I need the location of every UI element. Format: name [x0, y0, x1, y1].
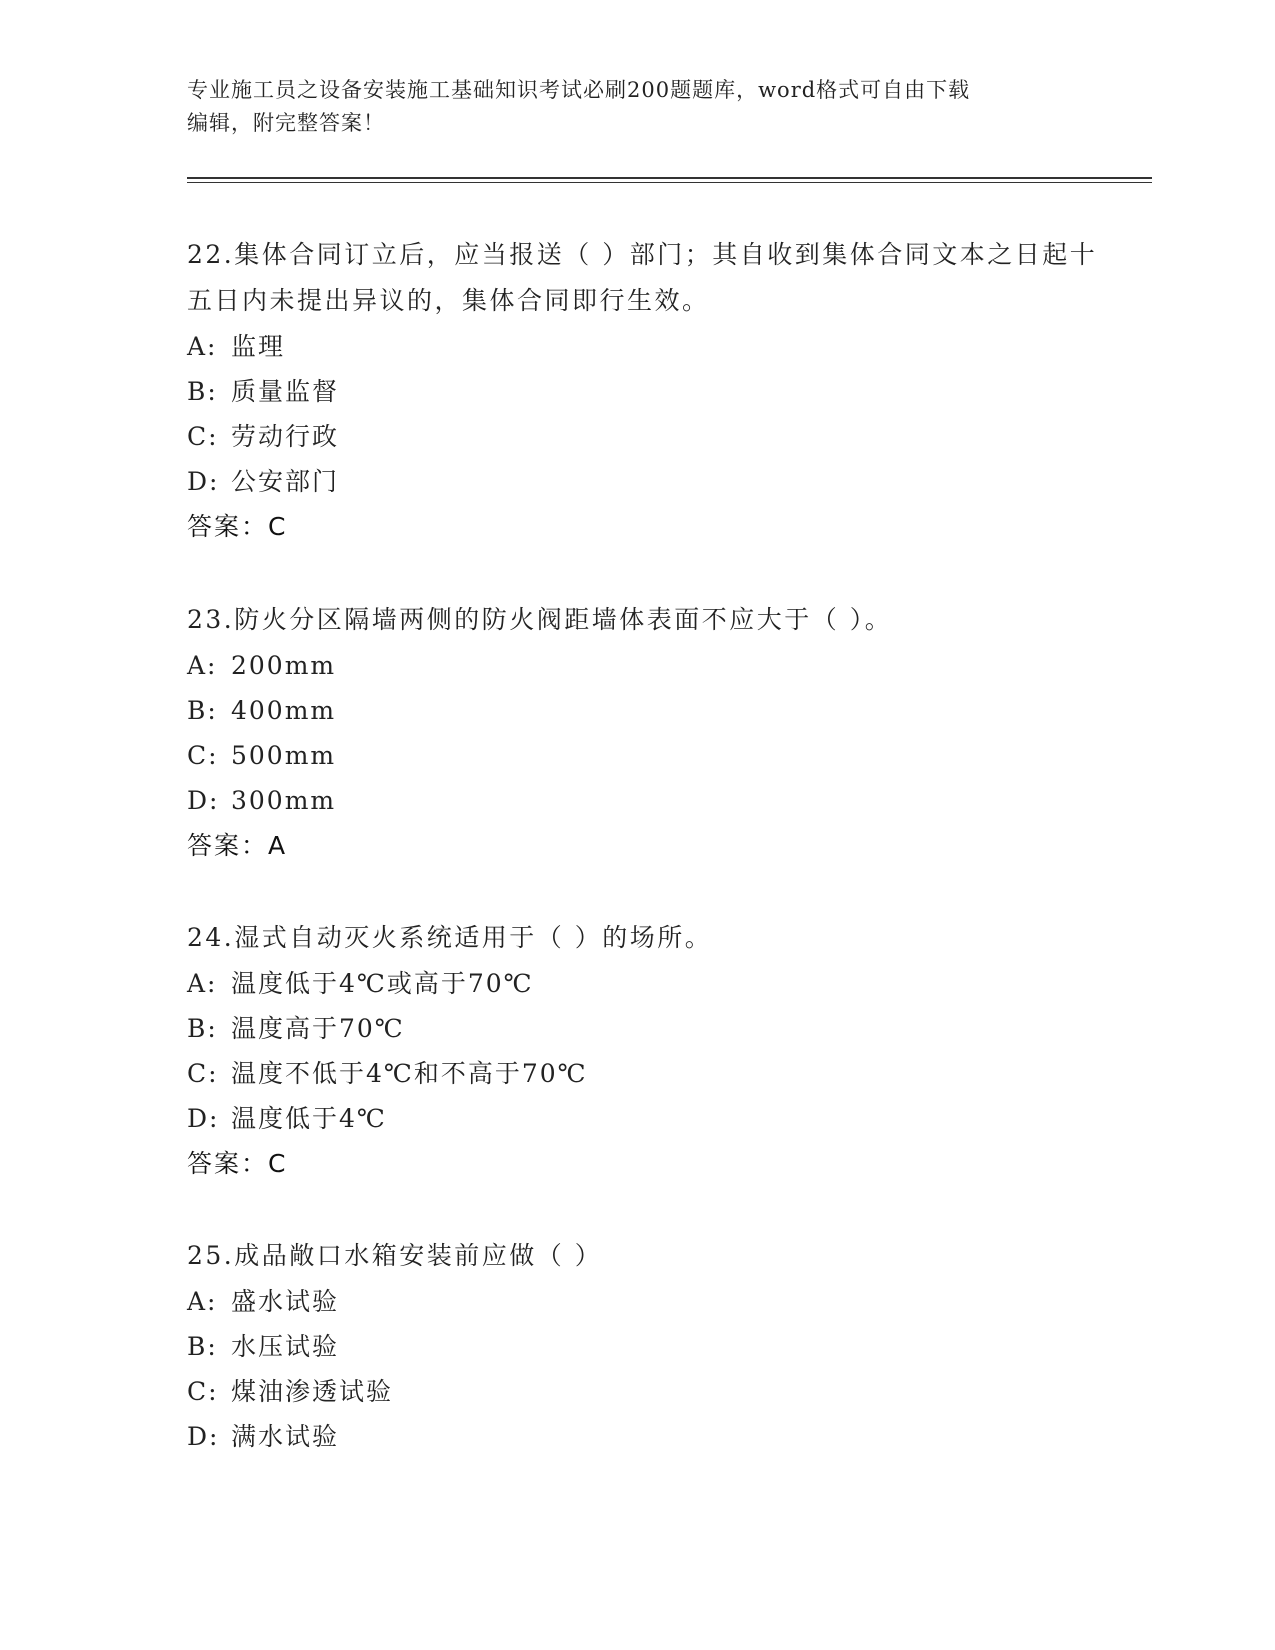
option-key: C: [187, 741, 219, 770]
option-value: 200mm [231, 651, 337, 680]
question-block [187, 597, 1107, 869]
header-divider-bottom [187, 182, 1152, 183]
option-value: 温度高于70℃ [231, 1014, 405, 1043]
option-value: 满水试验 [231, 1422, 340, 1451]
option-value: 温度低于4℃ [231, 1104, 387, 1133]
option-value: 煤油渗透试验 [231, 1377, 394, 1406]
header-line-1: 专业施工员之设备安装施工基础知识考试必刷200题题库，word格式可自由下载 [187, 78, 971, 102]
option-value: 500mm [231, 741, 337, 770]
option-b [187, 369, 1107, 414]
option-key: B: [187, 1014, 218, 1043]
option-a [187, 643, 1107, 688]
option-value: 400mm [231, 696, 337, 725]
option-c [187, 733, 1107, 778]
option-key: A: [187, 969, 218, 998]
option-value: 300mm [231, 786, 337, 815]
question-text: 22.集体合同订立后，应当报送（ ）部门；其自收到集体合同文本之日起十五日内未提出异议的，集体合同即行生效。 [187, 240, 1098, 315]
question-text: 25.成品敞口水箱安装前应做（ ） [187, 1241, 603, 1270]
option-key: A: [187, 651, 218, 680]
option-c [187, 1051, 1107, 1096]
option-key: B: [187, 1332, 218, 1361]
option-b [187, 1324, 1107, 1369]
option-a [187, 1279, 1107, 1324]
header-divider-top [187, 177, 1152, 179]
option-key: D: [187, 1422, 220, 1451]
answer-line: 答案：A [187, 831, 288, 860]
option-d [187, 778, 1107, 823]
option-key: B: [187, 696, 218, 725]
option-d [187, 1414, 1107, 1459]
option-b [187, 1006, 1107, 1051]
header-line-2: 编辑，附完整答案！ [187, 111, 385, 135]
option-d [187, 459, 1107, 504]
question-text: 24.湿式自动灭火系统适用于（ ）的场所。 [187, 923, 713, 952]
option-value: 水压试验 [231, 1332, 340, 1361]
option-key: D: [187, 467, 220, 496]
option-key: C: [187, 1059, 219, 1088]
document-header [187, 74, 1087, 140]
option-value: 温度低于4℃或高于70℃ [231, 969, 534, 998]
option-key: D: [187, 786, 220, 815]
question-block [187, 1233, 1107, 1459]
option-value: 监理 [231, 332, 286, 361]
answer-line: 答案：C [187, 1149, 288, 1178]
option-c [187, 414, 1107, 459]
option-a [187, 324, 1107, 369]
question-block [187, 915, 1107, 1187]
question-text: 23.防火分区隔墙两侧的防火阀距墙体表面不应大于（ ）。 [187, 605, 893, 634]
option-key: C: [187, 1377, 219, 1406]
option-key: B: [187, 377, 218, 406]
option-key: A: [187, 1287, 218, 1316]
option-key: A: [187, 332, 218, 361]
question-block [187, 232, 1107, 550]
option-c [187, 1369, 1107, 1414]
option-value: 盛水试验 [231, 1287, 340, 1316]
option-b [187, 688, 1107, 733]
option-key: C: [187, 422, 219, 451]
option-key: D: [187, 1104, 220, 1133]
option-value: 公安部门 [231, 467, 340, 496]
option-d [187, 1096, 1107, 1141]
option-value: 质量监督 [231, 377, 340, 406]
option-a [187, 961, 1107, 1006]
answer-line: 答案：C [187, 512, 288, 541]
option-value: 劳动行政 [231, 422, 340, 451]
option-value: 温度不低于4℃和不高于70℃ [231, 1059, 588, 1088]
